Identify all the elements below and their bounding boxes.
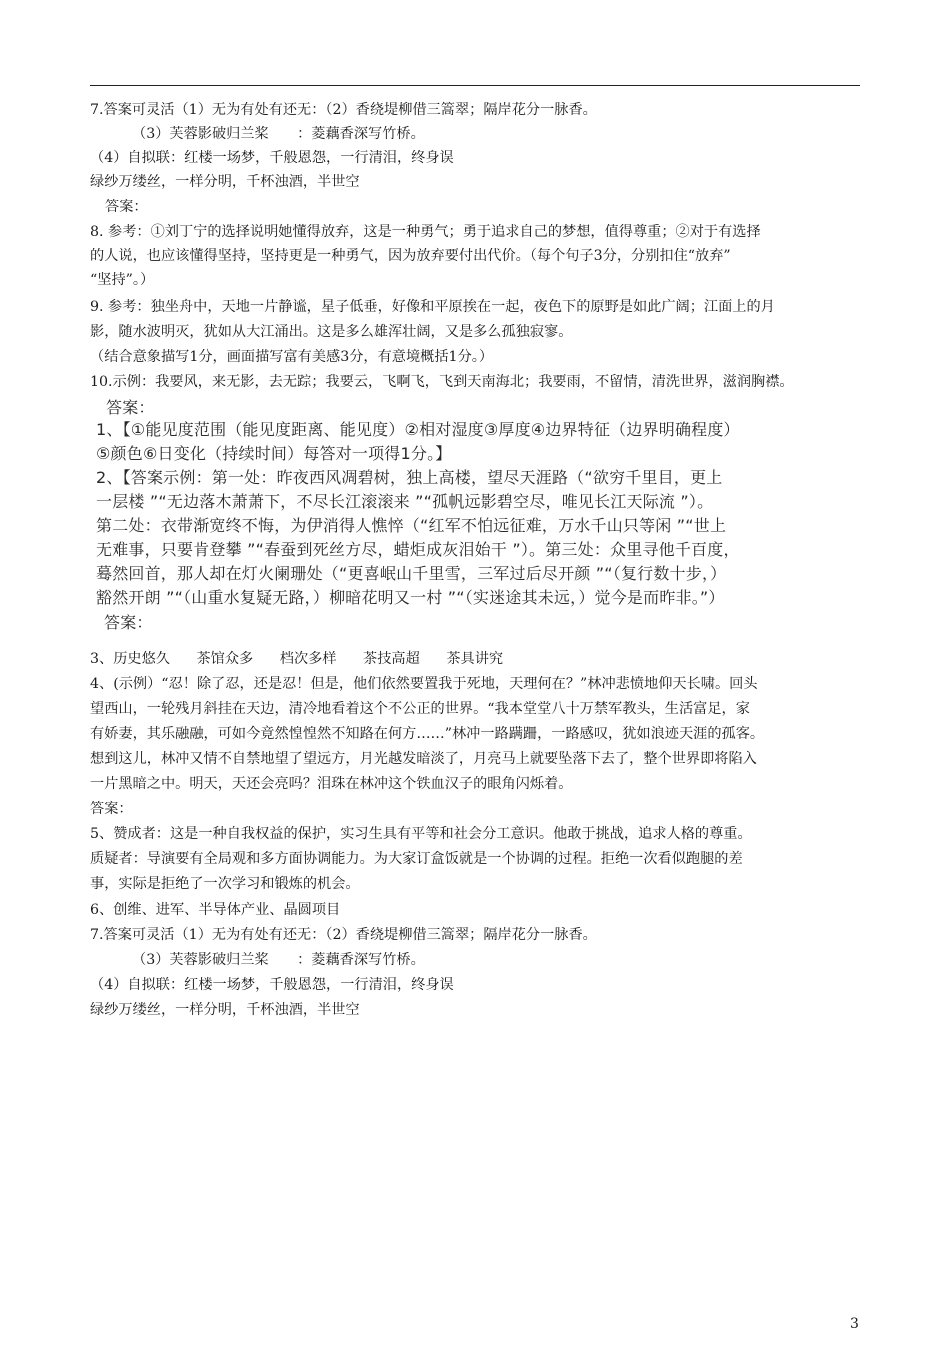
q3-item: 档次多样 (279, 651, 337, 667)
q3-line (90, 647, 865, 671)
q4-line-2: 望西山，一轮残月斜挂在天边，清冷地看着这个不公正的世界。“我本堂堂八十万禁军教头，生活富足，家 (90, 701, 750, 717)
image-line-2: ⑤颜色⑥日变化（持续时间）每答对一项得1分。】 (96, 444, 452, 463)
q8-line-3: “坚持”。） (90, 272, 155, 288)
image-line-3: 2、【答案示例：第一处：昨夜西风凋碧树，独上高楼，望尽天涯路（“欲穷千里目，更上 (96, 468, 723, 487)
q8-line-1: 8. 参考：①刘丁宁的选择说明她懂得放弃，这是一种勇气；勇于追求自己的梦想，值得尊重；②对于有选择 (90, 224, 761, 240)
q4-line-1: 4、(示例）“忍！除了忍，还是忍！但是，他们依然要置我于死地，天理何在？”林冲悲愤地仰天长啸。回头 (90, 676, 758, 692)
q7b-line-2: （3）芙蓉影破归兰桨 ：菱藕香深写竹桥。 (132, 952, 425, 968)
q3-item: 茶馆众多 (196, 651, 254, 667)
q3-item: 3、历史悠久 (90, 651, 170, 667)
q7b-line-4: 绿纱万缕丝，一样分明，千杯浊酒，半世空 (90, 1002, 360, 1018)
q7b-line-1: 7.答案可灵活（1）无为有处有还无：（2）香绕堤柳借三篙翠；隔岸花分一脉香。 (90, 927, 597, 943)
q7b-line-3: （4）自拟联：红楼一场梦，千般恩怨，一行清泪，终身误 (90, 977, 454, 993)
q7-line-1: 7.答案可灵活（1）无为有处有还无：（2）香绕堤柳借三篙翠；隔岸花分一脉香。 (90, 102, 597, 118)
image-line-4: 一层楼 ”“无边落木萧萧下，不尽长江滚滚来 ”“孤帆远影碧空尽，唯见长江天际流 ”）。 (96, 492, 714, 511)
image-line-6: 无难事，只要肯登攀 ”“春蚕到死丝方尽，蜡炬成灰泪始干 ”）。第三处：众里寻他千百度， (96, 540, 740, 559)
q6-line: 6、创维、进军、半导体产业、晶圆项目 (90, 902, 341, 918)
image-line-5: 第二处：衣带渐宽终不悔，为伊消得人憔悴（“红军不怕远征难，万水千山只等闲 ”“世上 (96, 516, 727, 535)
header-rule (90, 85, 860, 86)
q8-line-2: 的人说，也应该懂得坚持，坚持更是一种勇气，因为放弃要付出代价。（每个句子3分，分别扣住“放弃” (90, 248, 731, 264)
q9-line-3: （结合意象描写1分，画面描写富有美感3分，有意境概括1分。） (90, 349, 494, 365)
q5-line-2: 质疑者：导演要有全局观和多方面协调能力。为大家订盒饭就是一个协调的过程。拒绝一次看似跑腿的差 (90, 851, 743, 867)
image-line-7: 蓦然回首，那人却在灯火阑珊处（“更喜岷山千里雪，三军过后尽开颜 ”“（复行数十步，） (96, 564, 727, 583)
q10-line: 10.示例：我要风，来无影，去无踪；我要云，飞啊飞，飞到天南海北；我要雨，不留情，清洗世界，滋润胸襟。 (90, 374, 794, 390)
q7-line-2: （3）芙蓉影破归兰桨 ：菱藕香深写竹桥。 (132, 126, 425, 142)
q4-line-4: 想到这儿，林冲又情不自禁地望了望远方，月光越发暗淡了，月亮马上就要坠落下去了，整个世界即将陷入 (90, 751, 757, 767)
page-number: 3 (850, 1316, 859, 1332)
image-line-8: 豁然开朗 ”“（山重水复疑无路，）柳暗花明又一村 ”“（实迷途其未远，）觉今是而昨非。”） (96, 588, 725, 607)
image-answer-label: 答案： (106, 398, 155, 417)
q4-line-3: 有娇妻，其乐融融，可如今竟然惶惶然不知路在何方……”林冲一路蹒跚，一路感叹，犹如浪迹天涯的孤客。 (90, 726, 765, 742)
q7-line-3: （4）自拟联：红楼一场梦，千般恩怨，一行清泪，终身误 (90, 150, 454, 166)
q5-line-1: 5、赞成者：这是一种自我权益的保护，实习生具有平等和社会分工意识。他敢于挑战，追求人格的尊重。 (90, 826, 752, 842)
answer-label: 答案： (105, 199, 148, 215)
q5-line-3: 事，实际是拒绝了一次学习和锻炼的机会。 (90, 876, 360, 892)
answer-label-b: 答案： (90, 801, 133, 817)
image-line-1: 1、【①能见度范围（能见度距离、能见度）②相对湿度③厚度④边界特征（边界明确程度） (96, 420, 740, 439)
q3-item: 茶技高超 (363, 651, 420, 667)
q7-line-4: 绿纱万缕丝，一样分明，千杯浊酒，半世空 (90, 174, 360, 190)
q4-line-5: 一片黑暗之中。明天，天还会亮吗？泪珠在林冲这个铁血汉子的眼角闪烁着。 (90, 776, 573, 792)
image-answer-label-2: 答案： (104, 613, 153, 632)
q3-item: 茶具讲究 (446, 651, 504, 667)
q9-line-1: 9. 参考：独坐舟中，天地一片静谧，星子低垂，好像和平原挨在一起，夜色下的原野是如此广阔；江面上的月 (90, 299, 775, 315)
q9-line-2: 影，随水波明灭，犹如从大江涌出。这是多么雄浑壮阔，又是多么孤独寂寥。 (90, 324, 573, 340)
